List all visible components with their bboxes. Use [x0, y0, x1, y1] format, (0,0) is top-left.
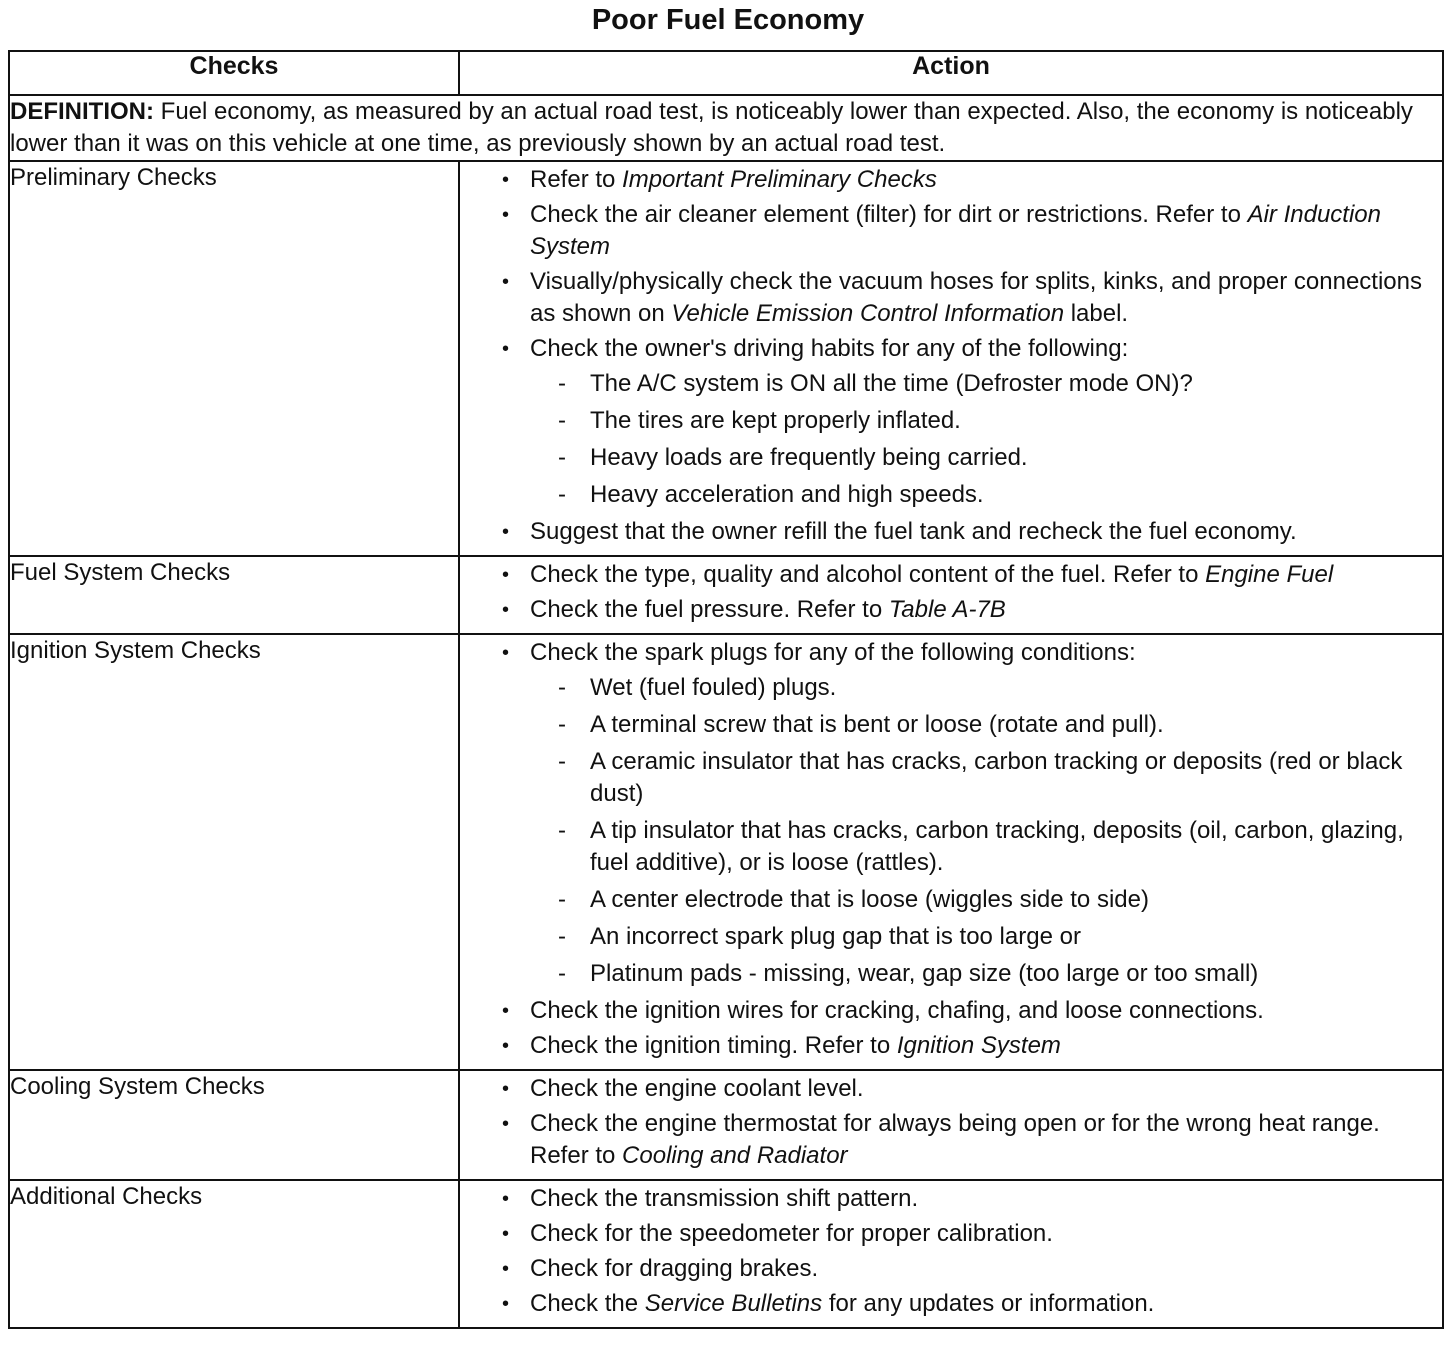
action-header: Action [459, 51, 1443, 95]
reference-link: Air Induction System [530, 201, 1381, 260]
reference-link: Ignition System [896, 1032, 1061, 1059]
definition-cell [9, 95, 1443, 161]
sub-item: - An incorrect spark plug gap that is too large or [558, 921, 1430, 953]
checks-header: Checks [9, 51, 459, 95]
check-label: Additional Checks [9, 1180, 459, 1328]
sub-item: - The tires are kept properly inflated. [558, 405, 1430, 437]
reference-link: Table A-7B [888, 596, 1006, 623]
page-title: Poor Fuel Economy [591, 4, 865, 36]
action-cell [459, 556, 1443, 634]
sub-item: - A tip insulator that has cracks, carbon tracking, deposits (oil, carbon, glazing, fuel additive), or is loose (rattles). [558, 815, 1430, 879]
reference-link: Service Bulletins [644, 1290, 823, 1317]
action-item: • Check the spark plugs for any of the following conditions: - Wet (fuel fouled) plugs. - A terminal screw that is bent or loose (rotate and pull). - A ceramic insulator that has cracks, carbon tracking or deposits (red or black dust) - A tip insulator that has cracks, carbon tracking, deposits (oil, carbon, glazing, fuel additive), or is loose (rattles). - A center electrode that is loose (wiggles side to side) - An incorrect spark plug gap that is too large or - Platinum pads - missing, wear, gap size (too large or too small) [500, 637, 1430, 990]
action-item: • Check the engine coolant level. [500, 1073, 1430, 1105]
action-item: • Visually/physically check the vacuum hoses for splits, kinks, and proper connections as shown on Vehicle Emission Control Information label. [500, 266, 1430, 330]
sub-item: - Wet (fuel fouled) plugs. [558, 672, 1430, 704]
reference-link: Cooling and Radiator [622, 1142, 848, 1169]
sub-item: - Heavy acceleration and high speeds. [558, 479, 1430, 511]
sub-item: - A center electrode that is loose (wiggles side to side) [558, 884, 1430, 916]
action-item: • Check the owner's driving habits for any of the following: - The A/C system is ON all the time (Defroster mode ON)? - The tires are kept properly inflated. - Heavy loads are frequently being carried. - Heavy acceleration and high speeds. [500, 333, 1430, 511]
action-item: • Suggest that the owner refill the fuel tank and recheck the fuel economy. [500, 516, 1430, 548]
check-label: Preliminary Checks [9, 161, 459, 556]
definition-text: Fuel economy, as measured by an actual road test, is noticeably lower than expected. Also, the economy is noticeably lower than it was on this vehicle at one time, as previously shown by an actual road test. [10, 98, 1413, 157]
diagnostic-table [8, 50, 1444, 1329]
action-cell [459, 161, 1443, 556]
definition-row [9, 95, 1443, 161]
action-item: • Check the fuel pressure. Refer to Table A-7B [500, 594, 1430, 626]
table-row [9, 1070, 1443, 1180]
table-row [9, 161, 1443, 556]
table-row [9, 1180, 1443, 1328]
action-item: • Check the transmission shift pattern. [500, 1183, 1430, 1215]
action-item: • Check for dragging brakes. [500, 1253, 1430, 1285]
action-item: • Check the type, quality and alcohol content of the fuel. Refer to Engine Fuel [500, 559, 1430, 591]
action-cell [459, 634, 1443, 1070]
action-cell [459, 1070, 1443, 1180]
definition-label: DEFINITION: [10, 98, 154, 125]
reference-link: Engine Fuel [1205, 561, 1334, 588]
sub-item: - A ceramic insulator that has cracks, carbon tracking or deposits (red or black dust) [558, 746, 1430, 810]
sub-item: - A terminal screw that is bent or loose (rotate and pull). [558, 709, 1430, 741]
header-row [9, 51, 1443, 95]
table-row [9, 634, 1443, 1070]
reference-link: Vehicle Emission Control Information [671, 300, 1065, 327]
sub-item: - Heavy loads are frequently being carried. [558, 442, 1430, 474]
check-label: Cooling System Checks [9, 1070, 459, 1180]
check-label: Fuel System Checks [9, 556, 459, 634]
action-item: • Check for the speedometer for proper calibration. [500, 1218, 1430, 1250]
table-row [9, 556, 1443, 634]
reference-link: Important Preliminary Checks [622, 166, 937, 193]
action-item: • Check the ignition wires for cracking, chafing, and loose connections. [500, 995, 1430, 1027]
check-label: Ignition System Checks [9, 634, 459, 1070]
action-item: • Refer to Important Preliminary Checks [500, 164, 1430, 196]
action-cell [459, 1180, 1443, 1328]
action-item: • Check the engine thermostat for always being open or for the wrong heat range. Refer to Cooling and Radiator [500, 1108, 1430, 1172]
action-item: • Check the air cleaner element (filter) for dirt or restrictions. Refer to Air Induction System [500, 199, 1430, 263]
action-item: • Check the Service Bulletins for any updates or information. [500, 1288, 1430, 1320]
sub-item: - The A/C system is ON all the time (Defroster mode ON)? [558, 368, 1430, 400]
action-item: • Check the ignition timing. Refer to Ignition System [500, 1030, 1430, 1062]
sub-item: - Platinum pads - missing, wear, gap size (too large or too small) [558, 958, 1430, 990]
